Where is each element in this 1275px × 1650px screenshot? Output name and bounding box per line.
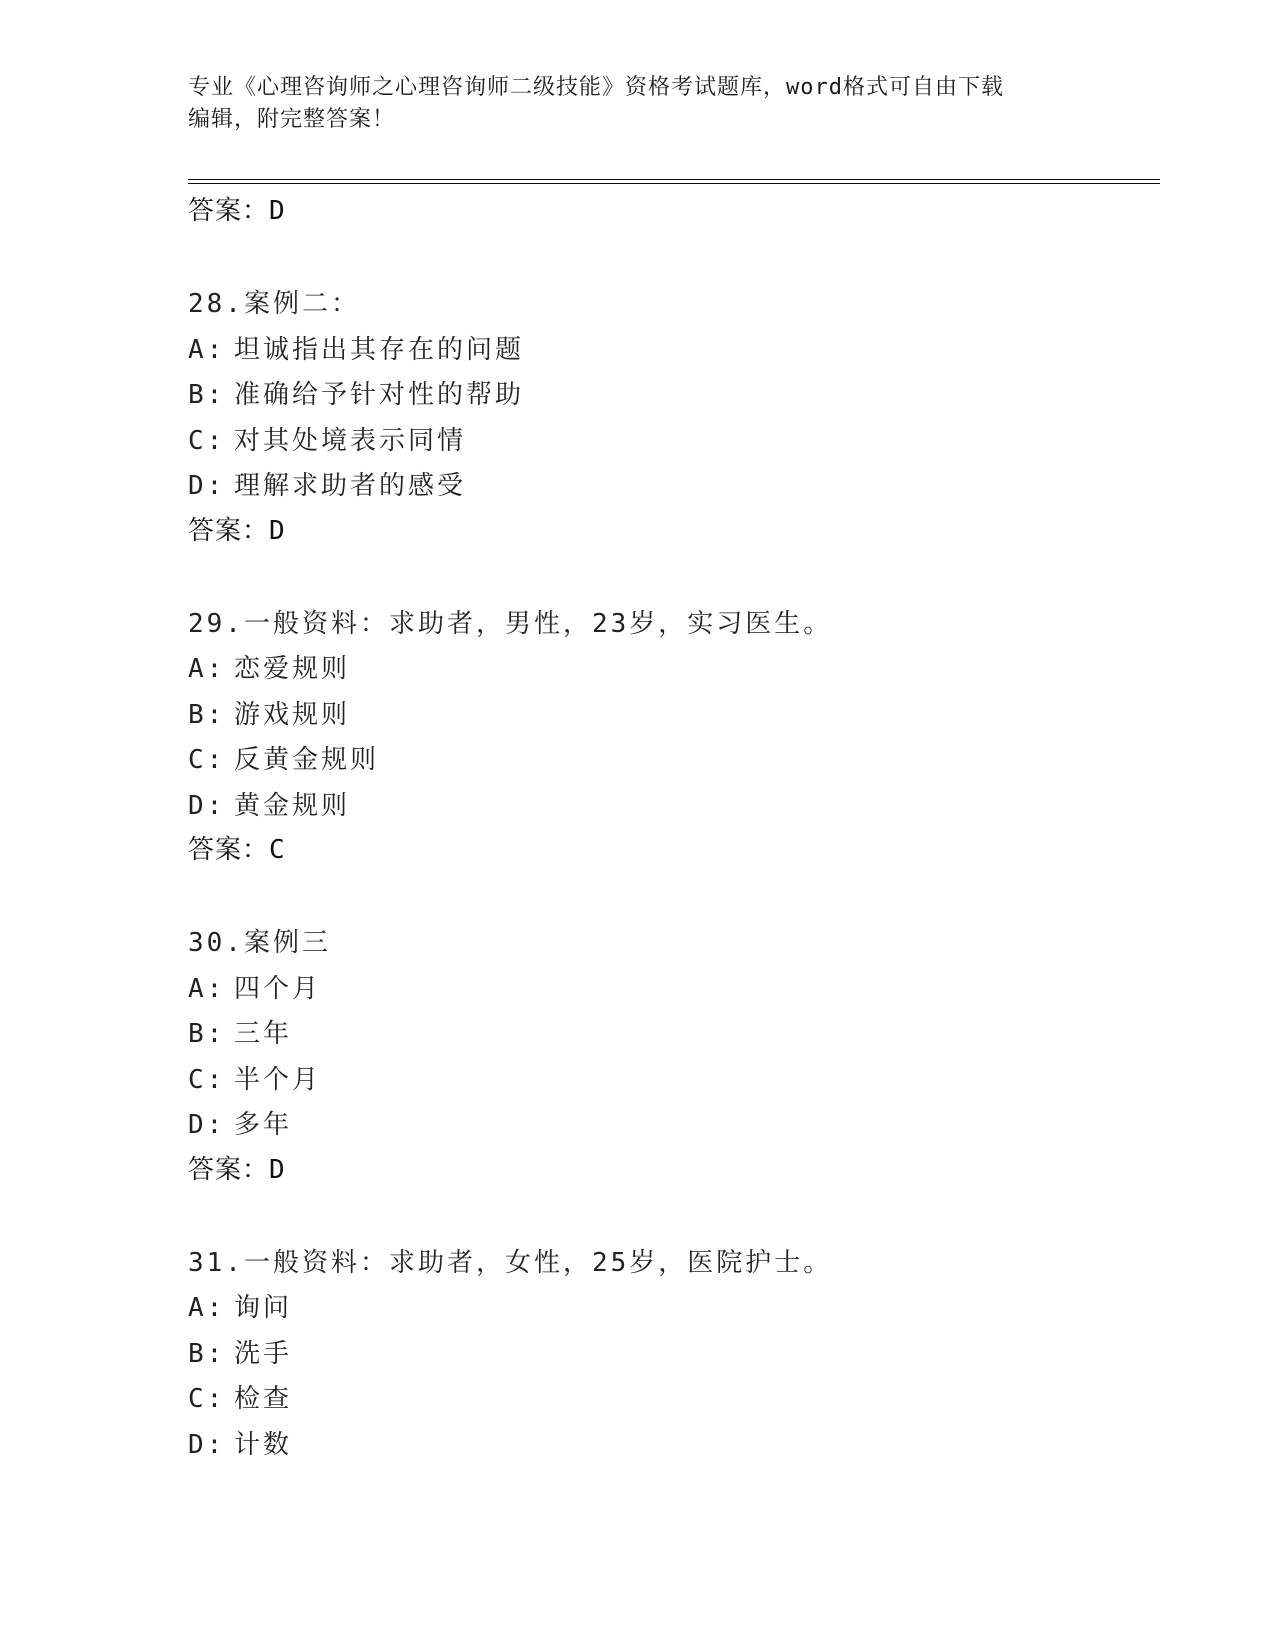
option-c [188,419,1148,465]
option-a [188,1286,1148,1332]
document-header [188,72,1068,136]
option-d [188,1423,1148,1469]
option-text: 询问 [234,1293,293,1323]
question-stem: 31.一般资料：求助者，女性，25岁，医院护士。 [188,1247,833,1278]
option-c [188,1377,1148,1423]
option-key: B: [188,1019,226,1049]
option-c [188,1058,1148,1104]
answer-line [188,1149,1148,1191]
answer-value: D [269,1154,286,1185]
option-key: D: [188,1110,226,1140]
header-line-2: 编辑，附完整答案！ [188,107,396,132]
option-key: A: [188,334,226,365]
question-list [188,190,1148,1468]
answer-value: C [269,835,286,865]
option-key: C: [188,1064,226,1095]
option-c [188,738,1148,784]
answer-value: D [269,196,286,226]
option-b [188,1012,1148,1058]
option-key: C: [188,425,226,456]
option-text: 计数 [234,1429,293,1460]
option-b [188,1332,1148,1378]
answer-label: 答案： [188,196,270,226]
option-text: 准确给予针对性的帮助 [234,380,525,410]
option-text: 洗手 [234,1338,293,1369]
option-a [188,967,1148,1013]
option-text: 黄金规则 [234,790,351,821]
option-key: B: [188,380,226,410]
option-text: 检查 [234,1384,293,1414]
option-text: 游戏规则 [234,699,351,730]
header-line-1: 专业《心理咨询师之心理咨询师二级技能》资格考试题库，word格式可自由下载 [188,75,1004,100]
option-text: 坦诚指出其存在的问题 [234,334,525,365]
option-key: A: [188,654,226,684]
option-text: 恋爱规则 [234,654,351,684]
option-b [188,373,1148,419]
answer-label: 答案： [188,515,270,546]
question-stem: 29.一般资料：求助者，男性，23岁，实习医生。 [188,608,833,639]
option-text: 三年 [234,1019,293,1049]
option-text: 对其处境表示同情 [234,425,467,456]
answer-line [188,190,1148,232]
option-d [188,1103,1148,1149]
question-stem: 28.案例二： [188,289,360,319]
question-block [188,602,1148,872]
option-key: B: [188,699,226,730]
option-d [188,784,1148,830]
option-key: D: [188,790,226,821]
option-key: C: [188,1384,226,1414]
option-text: 反黄金规则 [234,745,380,775]
answer-value: D [269,515,286,546]
option-key: D: [188,1429,226,1460]
option-text: 半个月 [234,1064,322,1095]
option-key: A: [188,1293,226,1323]
option-b [188,693,1148,739]
option-text: 多年 [234,1110,293,1140]
header-divider-bottom [188,183,1160,184]
option-text: 四个月 [234,973,322,1004]
option-a [188,328,1148,374]
question-block [188,1241,1148,1469]
answer-label: 答案： [188,835,270,865]
answer-label: 答案： [188,1154,270,1185]
option-text: 理解求助者的感受 [234,471,467,501]
option-key: C: [188,745,226,775]
option-key: A: [188,973,226,1004]
question-block [188,282,1148,552]
answer-line [188,829,1148,871]
answer-line [188,510,1148,552]
option-key: B: [188,1338,226,1369]
question-block [188,921,1148,1191]
question-stem: 30.案例三 [188,928,331,958]
option-d [188,464,1148,510]
option-key: D: [188,471,226,501]
header-divider-top [188,179,1160,180]
option-a [188,647,1148,693]
